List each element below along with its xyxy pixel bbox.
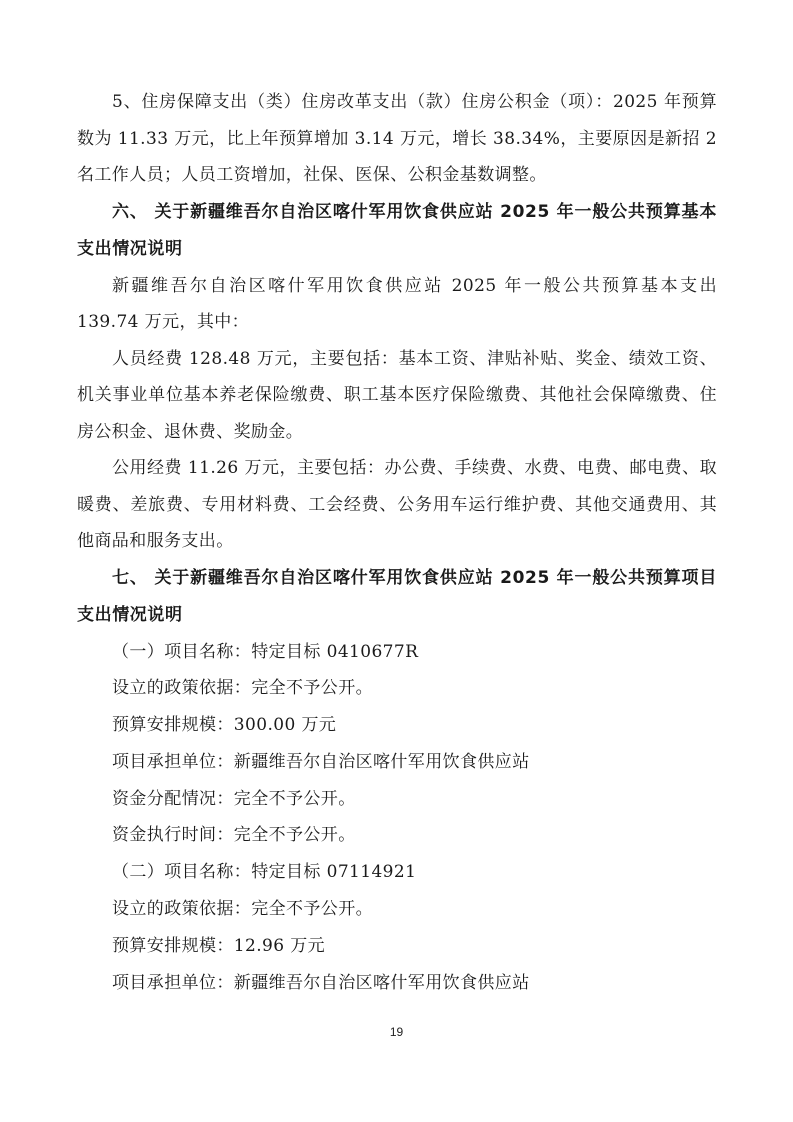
section6-personnel-expenses: 人员经费 128.48 万元，主要包括：基本工资、津贴补贴、奖金、绩效工资、机关事业单位基本养老保险缴费、职工基本医疗保险缴费、其他社会保障缴费、住房公积金、退休费、奖励金。: [77, 348, 717, 442]
section6-intro: 新疆维吾尔自治区喀什军用饮食供应站 2025 年一般公共预算基本支出 139.74 万元，其中：: [77, 275, 717, 332]
project2-scale: 预算安排规模：12.96 万元: [112, 935, 326, 956]
section5-paragraph: 5、住房保障支出（类）住房改革支出（款）住房公积金（项）：2025 年预算数为 11.33 万元，比上年预算增加 3.14 万元，增长 38.34%，主要原因是新招 2 名工作人员；人员工资增加，社保、医保、公积金基数调整。: [77, 92, 717, 185]
project1-name: （一）项目名称：特定目标 0410677R: [112, 641, 419, 662]
page-content: [77, 84, 717, 1001]
project2-name: （二）项目名称：特定目标 07114921: [112, 862, 417, 883]
project1-scale: 预算安排规模：300.00 万元: [112, 715, 337, 736]
project2-unit: 项目承担单位：新疆维吾尔自治区喀什军用饮食供应站: [112, 972, 530, 993]
section7-heading: 七、 关于新疆维吾尔自治区喀什军用饮食供应站 2025 年一般公共预算项目支出情况说明: [77, 567, 717, 625]
section6-public-expenses: 公用经费 11.26 万元，主要包括：办公费、手续费、水费、电费、邮电费、取暖费、差旅费、专用材料费、工会经费、公务用车运行维护费、其他交通费用、其他商品和服务支出。: [77, 458, 717, 551]
project2-policy: 设立的政策依据：完全不予公开。: [112, 899, 373, 920]
section6-heading: 六、 关于新疆维吾尔自治区喀什军用饮食供应站 2025 年一般公共预算基本支出情况说明: [77, 201, 717, 259]
project1-unit: 项目承担单位：新疆维吾尔自治区喀什军用饮食供应站: [112, 751, 530, 772]
project1-policy: 设立的政策依据：完全不予公开。: [112, 678, 373, 699]
page-number: 19: [389, 1025, 404, 1039]
project1-time: 资金执行时间：完全不予公开。: [112, 825, 356, 846]
project1-allocation: 资金分配情况：完全不予公开。: [112, 788, 356, 809]
